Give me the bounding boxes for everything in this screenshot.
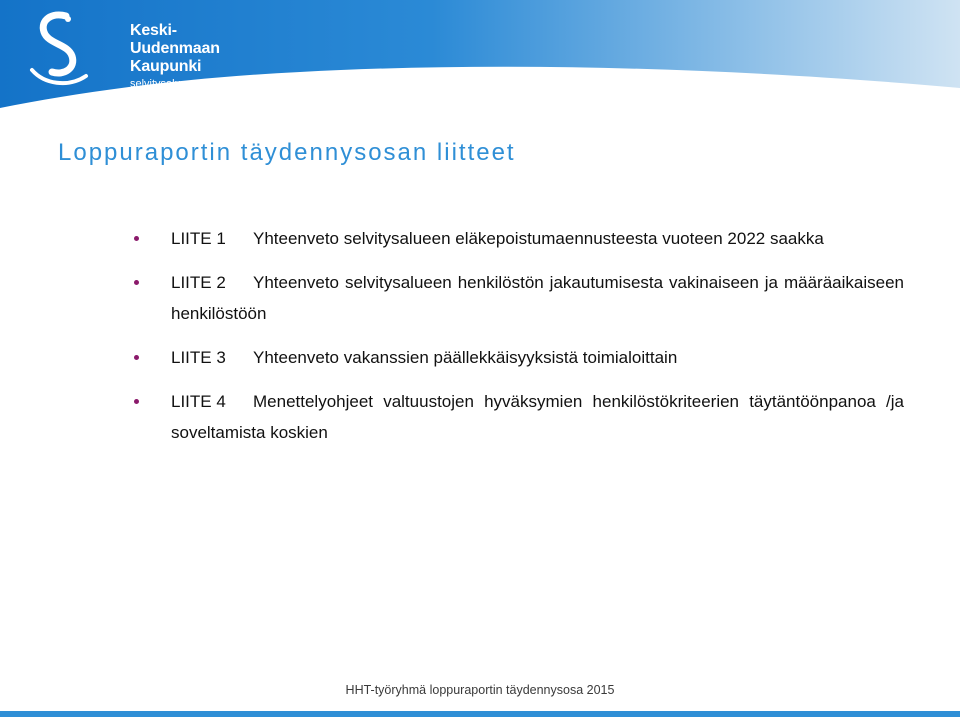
list-item <box>134 386 904 448</box>
bullet-icon <box>134 236 139 241</box>
slide-title: Loppuraportin täydennysosan liitteet <box>58 139 516 166</box>
list-item-text: Yhteenveto selvitysalueen henkilöstön jakautumisesta vakinaiseen ja määräaikaiseen henkilöstöön <box>171 273 904 323</box>
list-item <box>134 267 904 329</box>
appendix-list <box>134 223 904 461</box>
list-item-content <box>171 386 904 448</box>
logo-text <box>130 22 220 92</box>
list-item <box>134 342 904 373</box>
list-item-content <box>171 342 904 373</box>
list-item-label: LIITE 3 <box>171 348 226 367</box>
list-item-label: LIITE 1 <box>171 229 226 248</box>
logo <box>28 10 220 92</box>
list-item-content <box>171 267 904 329</box>
list-item-text: Yhteenveto selvitysalueen eläkepoistumaennusteesta vuoteen 2022 saakka <box>253 229 824 248</box>
list-item <box>134 223 904 254</box>
bottom-band <box>0 708 960 717</box>
list-item-label: LIITE 2 <box>171 273 226 292</box>
list-item-text: Menettelyohjeet valtuustojen hyväksymien henkilöstökriteerien täytäntöönpanoa /ja soveltamista koskien <box>171 392 904 442</box>
list-item-label: LIITE 4 <box>171 392 226 411</box>
footer-text: HHT-työryhmä loppuraportin täydennysosa 2015 <box>345 683 615 697</box>
list-item-content <box>171 223 904 254</box>
logo-line-2: Uudenmaan <box>130 40 220 57</box>
bullet-icon <box>134 280 139 285</box>
list-item-text: Yhteenveto vakanssien päällekkäisyyksistä toimialoittain <box>253 348 678 367</box>
logo-line-3: Kaupunki <box>130 58 202 75</box>
bullet-icon <box>134 399 139 404</box>
logo-line-1: Keski- <box>130 22 177 39</box>
swan-logo-icon <box>28 10 98 90</box>
logo-line-4: selvitysalue <box>130 78 187 90</box>
bullet-icon <box>134 355 139 360</box>
